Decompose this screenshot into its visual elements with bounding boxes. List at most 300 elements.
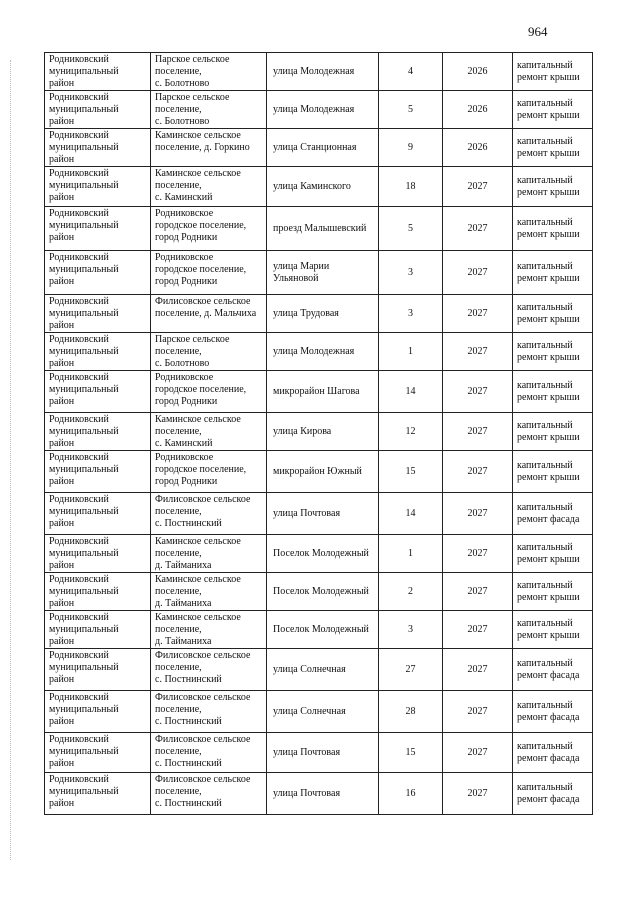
settlement-cell-line: с. Болотново	[155, 116, 210, 127]
street-cell	[267, 53, 379, 91]
street-cell	[267, 207, 379, 251]
year-cell: 2027	[443, 733, 513, 773]
table-row	[45, 535, 593, 573]
street-cell-line: микрорайон Южный	[273, 465, 362, 477]
settlement-cell	[151, 611, 267, 649]
work-type-cell-line: капитальный	[517, 97, 573, 109]
district-cell-line: район	[49, 154, 75, 165]
year-cell: 2027	[443, 649, 513, 691]
district-cell-line: район	[49, 232, 75, 243]
table-body	[45, 53, 593, 815]
street-cell-line: улица Кирова	[273, 425, 332, 437]
table-row	[45, 91, 593, 129]
settlement-cell-line: с. Постнинский	[155, 674, 222, 685]
house-number-cell: 2	[379, 573, 443, 611]
work-type-cell-line: капитальный	[517, 135, 573, 147]
work-type-cell-line: капитальный	[517, 379, 573, 391]
work-type-cell	[513, 733, 593, 773]
work-type-cell-line: ремонт крыши	[517, 431, 580, 443]
work-type-cell	[513, 251, 593, 295]
settlement-cell	[151, 251, 267, 295]
house-number-cell: 4	[379, 53, 443, 91]
street-cell	[267, 413, 379, 451]
work-type-cell-line: капитальный	[517, 301, 573, 313]
house-number-cell: 1	[379, 535, 443, 573]
work-type-cell-line: ремонт крыши	[517, 147, 580, 159]
work-type-cell	[513, 207, 593, 251]
settlement-cell-line: Филисовское сельское	[155, 692, 251, 703]
work-type-cell	[513, 493, 593, 535]
district-cell	[45, 733, 151, 773]
district-cell-line: Родниковский	[49, 372, 109, 383]
street-cell-line: улица Почтовая	[273, 746, 341, 758]
district-cell-line: муниципальный	[49, 180, 119, 191]
district-cell-line: Родниковский	[49, 650, 109, 661]
settlement-cell-line: с. Болотново	[155, 78, 210, 89]
house-number-cell: 5	[379, 91, 443, 129]
table-row	[45, 733, 593, 773]
district-cell	[45, 573, 151, 611]
year-cell: 2026	[443, 129, 513, 167]
district-cell-line: район	[49, 758, 75, 769]
work-type-cell-line: ремонт крыши	[517, 591, 580, 603]
work-type-cell	[513, 413, 593, 451]
settlement-cell-line: с. Постнинский	[155, 758, 222, 769]
street-cell-line: проезд Малышевский	[273, 222, 367, 234]
year-cell: 2026	[443, 53, 513, 91]
district-cell	[45, 371, 151, 413]
street-cell	[267, 295, 379, 333]
street-cell-line: улица Почтовая	[273, 787, 341, 799]
work-type-cell-line: ремонт крыши	[517, 228, 580, 240]
year-cell: 2027	[443, 251, 513, 295]
work-type-cell	[513, 53, 593, 91]
district-cell-line: муниципальный	[49, 426, 119, 437]
district-cell-line: муниципальный	[49, 548, 119, 559]
street-cell-line: улица Солнечная	[273, 663, 346, 675]
district-cell-line: район	[49, 476, 75, 487]
street-cell-line: улица Станционная	[273, 141, 357, 153]
street-cell	[267, 371, 379, 413]
district-cell-line: Родниковский	[49, 54, 109, 65]
work-type-cell-line: ремонт фасада	[517, 793, 580, 805]
street-cell-line: улица Молодежная	[273, 103, 355, 115]
settlement-cell-line: поселение,	[155, 624, 202, 635]
settlement-cell-line: город Родники	[155, 276, 218, 287]
house-number-cell: 3	[379, 295, 443, 333]
year-cell: 2027	[443, 611, 513, 649]
work-type-cell-line: ремонт крыши	[517, 351, 580, 363]
table-row	[45, 649, 593, 691]
district-cell	[45, 91, 151, 129]
settlement-cell-line: Филисовское сельское	[155, 774, 251, 785]
street-cell	[267, 611, 379, 649]
year-cell: 2027	[443, 295, 513, 333]
year-cell: 2027	[443, 207, 513, 251]
settlement-cell-line: Филисовское сельское	[155, 734, 251, 745]
district-cell	[45, 207, 151, 251]
table-row	[45, 413, 593, 451]
work-type-cell	[513, 167, 593, 207]
house-number-cell: 3	[379, 251, 443, 295]
settlement-cell-line: с. Болотново	[155, 358, 210, 369]
district-cell	[45, 691, 151, 733]
district-cell-line: муниципальный	[49, 624, 119, 635]
work-type-cell-line: ремонт крыши	[517, 471, 580, 483]
settlement-cell	[151, 451, 267, 493]
work-type-cell-line: капитальный	[517, 459, 573, 471]
settlement-cell-line: поселение,	[155, 66, 202, 77]
house-number-cell: 5	[379, 207, 443, 251]
work-type-cell	[513, 333, 593, 371]
table-row	[45, 611, 593, 649]
district-cell-line: Родниковский	[49, 536, 109, 547]
settlement-cell	[151, 295, 267, 333]
street-cell-line: улица Почтовая	[273, 507, 341, 519]
district-cell-line: муниципальный	[49, 384, 119, 395]
work-type-cell-line: ремонт фасада	[517, 669, 580, 681]
settlement-cell-line: поселение,	[155, 548, 202, 559]
year-cell: 2027	[443, 371, 513, 413]
settlement-cell	[151, 691, 267, 733]
work-type-cell	[513, 691, 593, 733]
district-cell-line: район	[49, 716, 75, 727]
table-row	[45, 451, 593, 493]
settlement-cell-line: поселение,	[155, 586, 202, 597]
work-type-cell-line: капитальный	[517, 339, 573, 351]
house-number-cell: 27	[379, 649, 443, 691]
settlement-cell	[151, 733, 267, 773]
house-number-cell: 14	[379, 371, 443, 413]
house-number-cell: 3	[379, 611, 443, 649]
settlement-cell-line: Родниковское	[155, 252, 214, 263]
settlement-cell-line: город Родники	[155, 396, 218, 407]
year-cell: 2027	[443, 413, 513, 451]
settlement-cell-line: Каминское сельское	[155, 414, 241, 425]
district-cell-line: Родниковский	[49, 692, 109, 703]
street-cell-line: улица Марии	[273, 260, 330, 272]
settlement-cell-line: Каминское сельское	[155, 574, 241, 585]
street-cell	[267, 691, 379, 733]
work-type-cell-line: ремонт крыши	[517, 109, 580, 121]
work-type-cell-line: капитальный	[517, 617, 573, 629]
table-row	[45, 167, 593, 207]
district-cell-line: муниципальный	[49, 308, 119, 319]
house-number-cell: 15	[379, 733, 443, 773]
district-cell-line: район	[49, 396, 75, 407]
street-cell	[267, 167, 379, 207]
district-cell-line: район	[49, 192, 75, 203]
district-cell-line: Родниковский	[49, 130, 109, 141]
year-cell: 2027	[443, 573, 513, 611]
district-cell-line: муниципальный	[49, 142, 119, 153]
district-cell-line: муниципальный	[49, 104, 119, 115]
settlement-cell-line: с. Постнинский	[155, 798, 222, 809]
work-type-cell	[513, 773, 593, 815]
settlement-cell-line: Родниковское	[155, 208, 214, 219]
work-type-cell-line: ремонт крыши	[517, 553, 580, 565]
work-type-cell-line: капитальный	[517, 541, 573, 553]
district-cell-line: Родниковский	[49, 208, 109, 219]
settlement-cell-line: Парское сельское	[155, 54, 230, 65]
street-cell	[267, 451, 379, 493]
district-cell	[45, 535, 151, 573]
binding-margin-dots	[10, 60, 12, 860]
settlement-cell-line: поселение,	[155, 180, 202, 191]
work-type-cell-line: капитальный	[517, 657, 573, 669]
settlement-cell-line: Родниковское	[155, 452, 214, 463]
district-cell-line: Родниковский	[49, 774, 109, 785]
district-cell-line: муниципальный	[49, 746, 119, 757]
work-type-cell-line: капитальный	[517, 419, 573, 431]
capital-repair-table	[44, 52, 593, 815]
district-cell-line: район	[49, 598, 75, 609]
settlement-cell-line: Каминское сельское	[155, 612, 241, 623]
table-row	[45, 53, 593, 91]
house-number-cell: 9	[379, 129, 443, 167]
settlement-cell-line: поселение,	[155, 104, 202, 115]
district-cell-line: муниципальный	[49, 586, 119, 597]
district-cell-line: муниципальный	[49, 220, 119, 231]
district-cell-line: район	[49, 636, 75, 647]
page-number: 964	[528, 24, 548, 39]
district-cell	[45, 251, 151, 295]
work-type-cell-line: ремонт крыши	[517, 71, 580, 83]
district-cell-line: муниципальный	[49, 662, 119, 673]
district-cell-line: Родниковский	[49, 252, 109, 263]
district-cell-line: Родниковский	[49, 494, 109, 505]
district-cell	[45, 493, 151, 535]
house-number-cell: 12	[379, 413, 443, 451]
district-cell-line: район	[49, 78, 75, 89]
street-cell	[267, 649, 379, 691]
year-cell: 2027	[443, 493, 513, 535]
settlement-cell-line: Парское сельское	[155, 334, 230, 345]
settlement-cell-line: поселение,	[155, 346, 202, 357]
district-cell	[45, 611, 151, 649]
house-number-cell: 1	[379, 333, 443, 371]
work-type-cell-line: капитальный	[517, 699, 573, 711]
table-row	[45, 493, 593, 535]
settlement-cell-line: д. Тайманиха	[155, 560, 212, 571]
settlement-cell-line: поселение, д. Горкино	[155, 142, 250, 153]
district-cell-line: муниципальный	[49, 704, 119, 715]
street-cell	[267, 535, 379, 573]
year-cell: 2027	[443, 451, 513, 493]
street-cell-line: Ульяновой	[273, 272, 319, 284]
house-number-cell: 28	[379, 691, 443, 733]
district-cell-line: Родниковский	[49, 92, 109, 103]
district-cell-line: Родниковский	[49, 296, 109, 307]
settlement-cell	[151, 535, 267, 573]
street-cell-line: Поселок Молодежный	[273, 547, 369, 559]
street-cell-line: улица Трудовая	[273, 307, 339, 319]
street-cell	[267, 333, 379, 371]
district-cell-line: муниципальный	[49, 786, 119, 797]
street-cell-line: улица Молодежная	[273, 65, 355, 77]
settlement-cell-line: д. Тайманиха	[155, 636, 212, 647]
street-cell	[267, 573, 379, 611]
table-row	[45, 295, 593, 333]
work-type-cell-line: капитальный	[517, 740, 573, 752]
district-cell-line: район	[49, 320, 75, 331]
settlement-cell-line: с. Каминский	[155, 438, 213, 449]
work-type-cell-line: ремонт фасада	[517, 752, 580, 764]
street-cell-line: Поселок Молодежный	[273, 585, 369, 597]
work-type-cell	[513, 611, 593, 649]
settlement-cell-line: городское поселение,	[155, 220, 247, 231]
work-type-cell	[513, 535, 593, 573]
district-cell-line: Родниковский	[49, 414, 109, 425]
district-cell-line: Родниковский	[49, 734, 109, 745]
work-type-cell	[513, 451, 593, 493]
settlement-cell-line: Филисовское сельское	[155, 650, 251, 661]
settlement-cell	[151, 91, 267, 129]
settlement-cell	[151, 129, 267, 167]
settlement-cell	[151, 53, 267, 91]
house-number-cell: 14	[379, 493, 443, 535]
settlement-cell-line: с. Постнинский	[155, 518, 222, 529]
work-type-cell	[513, 573, 593, 611]
district-cell-line: район	[49, 798, 75, 809]
table-row	[45, 207, 593, 251]
work-type-cell-line: ремонт крыши	[517, 629, 580, 641]
district-cell-line: Родниковский	[49, 452, 109, 463]
district-cell-line: Родниковский	[49, 612, 109, 623]
district-cell	[45, 649, 151, 691]
work-type-cell-line: капитальный	[517, 781, 573, 793]
settlement-cell	[151, 413, 267, 451]
settlement-cell-line: городское поселение,	[155, 264, 247, 275]
settlement-cell-line: городское поселение,	[155, 384, 247, 395]
district-cell	[45, 129, 151, 167]
work-type-cell-line: ремонт крыши	[517, 313, 580, 325]
work-type-cell-line: ремонт фасада	[517, 711, 580, 723]
year-cell: 2027	[443, 167, 513, 207]
district-cell-line: Родниковский	[49, 574, 109, 585]
street-cell	[267, 773, 379, 815]
settlement-cell-line: город Родники	[155, 232, 218, 243]
work-type-cell	[513, 649, 593, 691]
table-row	[45, 691, 593, 733]
table-row	[45, 129, 593, 167]
district-cell	[45, 413, 151, 451]
district-cell-line: муниципальный	[49, 264, 119, 275]
table-row	[45, 573, 593, 611]
district-cell	[45, 53, 151, 91]
district-cell-line: район	[49, 438, 75, 449]
district-cell	[45, 773, 151, 815]
district-cell-line: муниципальный	[49, 66, 119, 77]
settlement-cell	[151, 207, 267, 251]
district-cell	[45, 451, 151, 493]
settlement-cell	[151, 371, 267, 413]
settlement-cell-line: городское поселение,	[155, 464, 247, 475]
district-cell-line: район	[49, 358, 75, 369]
district-cell-line: Родниковский	[49, 168, 109, 179]
work-type-cell-line: ремонт крыши	[517, 272, 580, 284]
work-type-cell	[513, 91, 593, 129]
street-cell-line: микрорайон Шагова	[273, 385, 360, 397]
district-cell	[45, 295, 151, 333]
settlement-cell-line: Филисовское сельское	[155, 494, 251, 505]
work-type-cell-line: ремонт крыши	[517, 186, 580, 198]
street-cell-line: улица Каминского	[273, 180, 351, 192]
street-cell	[267, 251, 379, 295]
district-cell-line: район	[49, 560, 75, 571]
settlement-cell-line: Каминское сельское	[155, 130, 241, 141]
settlement-cell-line: поселение,	[155, 662, 202, 673]
settlement-cell	[151, 493, 267, 535]
street-cell-line: Поселок Молодежный	[273, 623, 369, 635]
street-cell-line: улица Молодежная	[273, 345, 355, 357]
settlement-cell-line: поселение, д. Мальчиха	[155, 308, 257, 319]
street-cell	[267, 91, 379, 129]
work-type-cell	[513, 129, 593, 167]
settlement-cell-line: д. Тайманиха	[155, 598, 212, 609]
settlement-cell	[151, 649, 267, 691]
work-type-cell-line: капитальный	[517, 59, 573, 71]
settlement-cell	[151, 573, 267, 611]
table-row	[45, 251, 593, 295]
house-number-cell: 16	[379, 773, 443, 815]
settlement-cell-line: с. Постнинский	[155, 716, 222, 727]
district-cell-line: район	[49, 116, 75, 127]
settlement-cell-line: Филисовское сельское	[155, 296, 251, 307]
settlement-cell-line: поселение,	[155, 704, 202, 715]
year-cell: 2027	[443, 691, 513, 733]
settlement-cell-line: поселение,	[155, 506, 202, 517]
settlement-cell-line: Родниковское	[155, 372, 214, 383]
work-type-cell-line: капитальный	[517, 260, 573, 272]
work-type-cell-line: ремонт фасада	[517, 513, 580, 525]
settlement-cell-line: Парское сельское	[155, 92, 230, 103]
table-row	[45, 333, 593, 371]
district-cell-line: муниципальный	[49, 346, 119, 357]
street-cell	[267, 733, 379, 773]
work-type-cell-line: капитальный	[517, 216, 573, 228]
work-type-cell	[513, 295, 593, 333]
work-type-cell-line: капитальный	[517, 579, 573, 591]
table-row	[45, 371, 593, 413]
street-cell	[267, 493, 379, 535]
district-cell-line: район	[49, 518, 75, 529]
district-cell-line: муниципальный	[49, 506, 119, 517]
settlement-cell-line: поселение,	[155, 786, 202, 797]
district-cell-line: Родниковский	[49, 334, 109, 345]
work-type-cell-line: капитальный	[517, 174, 573, 186]
district-cell-line: муниципальный	[49, 464, 119, 475]
year-cell: 2027	[443, 535, 513, 573]
work-type-cell-line: капитальный	[517, 501, 573, 513]
settlement-cell-line: с. Каминский	[155, 192, 213, 203]
street-cell-line: улица Солнечная	[273, 705, 346, 717]
settlement-cell	[151, 333, 267, 371]
year-cell: 2027	[443, 333, 513, 371]
district-cell-line: район	[49, 276, 75, 287]
year-cell: 2027	[443, 773, 513, 815]
settlement-cell-line: Каминское сельское	[155, 168, 241, 179]
house-number-cell: 18	[379, 167, 443, 207]
settlement-cell-line: поселение,	[155, 426, 202, 437]
settlement-cell-line: поселение,	[155, 746, 202, 757]
work-type-cell	[513, 371, 593, 413]
district-cell	[45, 167, 151, 207]
settlement-cell	[151, 167, 267, 207]
district-cell	[45, 333, 151, 371]
district-cell-line: район	[49, 674, 75, 685]
house-number-cell: 15	[379, 451, 443, 493]
